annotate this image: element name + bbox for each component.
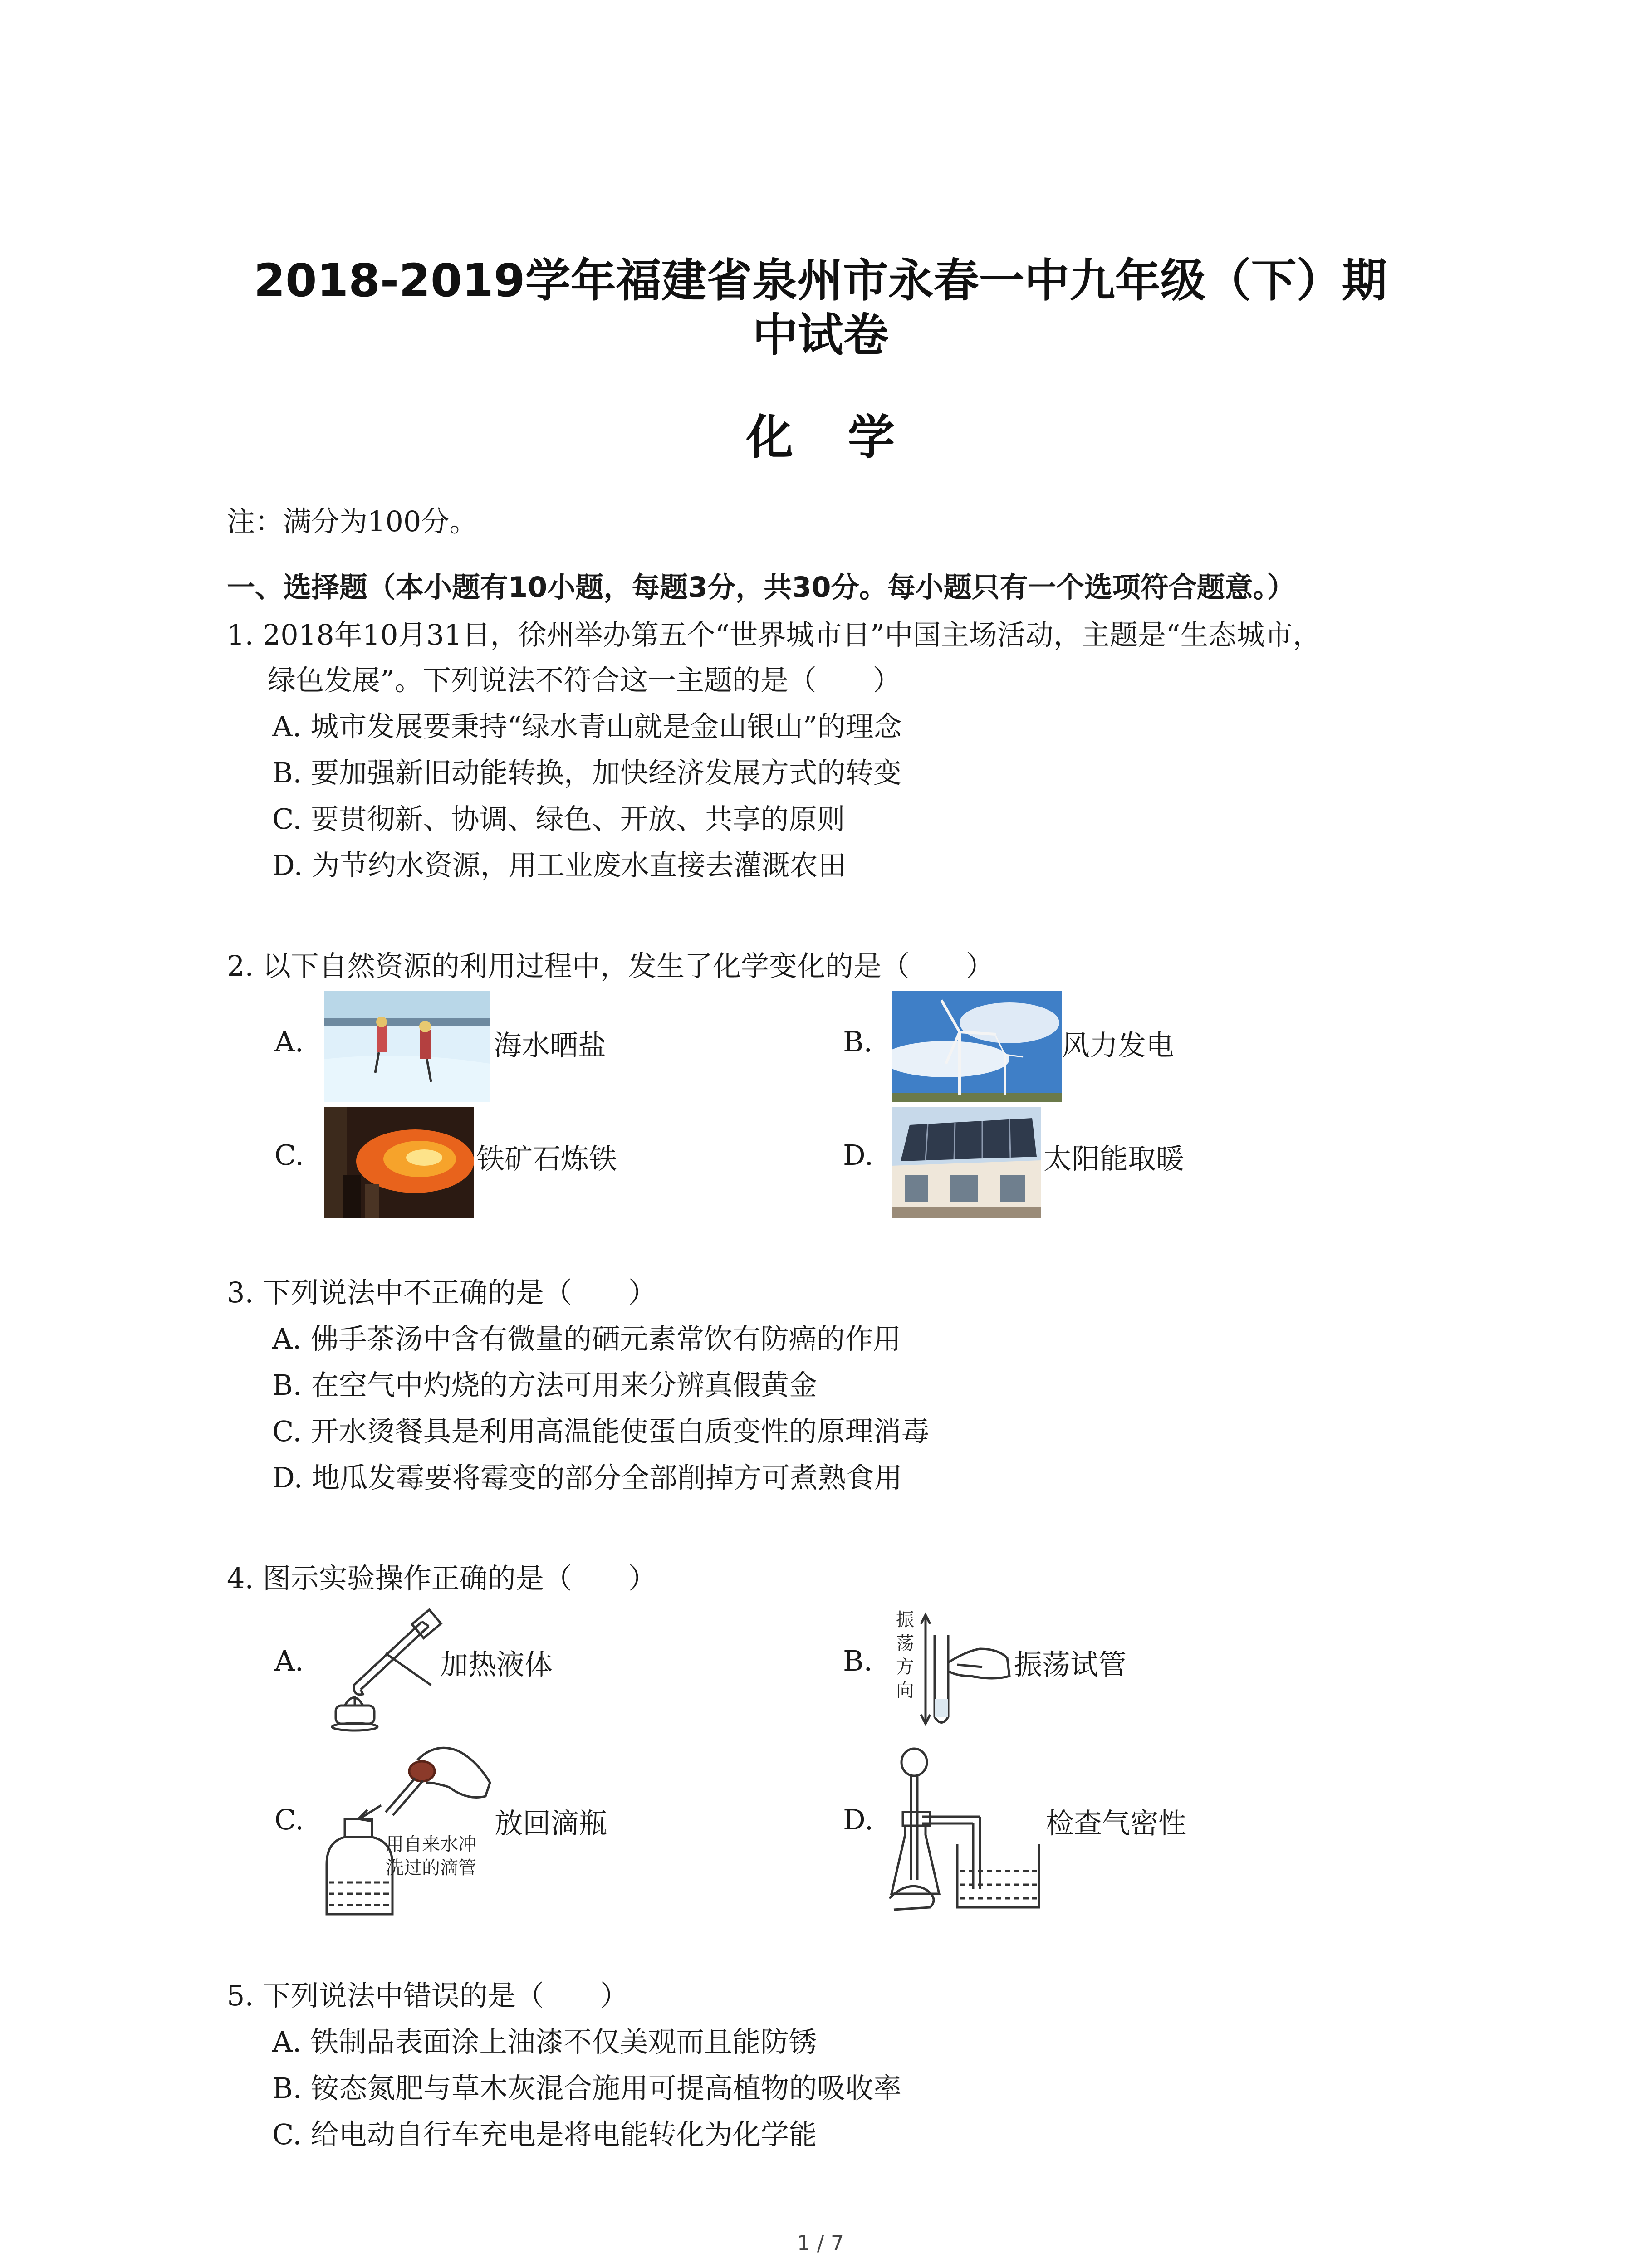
q4-stem: 4. 图示实验操作正确的是（ ）: [227, 1562, 656, 1595]
heating-liquid-diagram: [318, 1608, 445, 1735]
q4-option-d-letter: D.: [843, 1803, 874, 1836]
q3-option-d: D. 地瓜发霉要将霉变的部分全部削掉方可煮熟食用: [272, 1461, 902, 1494]
iron-smelting-photo: [324, 1107, 474, 1218]
q2-option-c-label: 铁矿石炼铁: [476, 1142, 617, 1175]
q4-option-a-letter: A.: [274, 1644, 304, 1677]
q2-stem: 2. 以下自然资源的利用过程中，发生了化学变化的是（ ）: [227, 949, 994, 982]
section-heading: 一、选择题（本小题有10小题，每题3分，共30分。每小题只有一个选项符合题意。）: [227, 571, 1295, 604]
q2-option-d-letter: D.: [843, 1139, 874, 1172]
q1-option-b: B. 要加强新旧动能转换，加快经济发展方式的转变: [272, 756, 901, 789]
q3-option-c: C. 开水烫餐具是利用高温能使蛋白质变性的原理消毒: [272, 1415, 930, 1448]
q4-option-b-label: 振荡试管: [1014, 1648, 1127, 1681]
q3-option-a: A. 佛手茶汤中含有微量的硒元素常饮有防癌的作用: [272, 1322, 901, 1355]
q4-option-b-letter: B.: [843, 1644, 873, 1677]
dropper-caption-line1: 用自来水冲: [386, 1834, 476, 1855]
q2-option-a-label: 海水晒盐: [494, 1029, 607, 1062]
q4-option-a-label: 加热液体: [440, 1648, 553, 1681]
q5-option-b: B. 铵态氮肥与草木灰混合施用可提高植物的吸收率: [272, 2072, 901, 2105]
shake-direction-char-2: 荡: [896, 1633, 914, 1654]
q4-option-c-label: 放回滴瓶: [495, 1807, 607, 1840]
salt-pan-photo: [324, 991, 490, 1102]
q2-option-b-letter: B.: [843, 1025, 873, 1058]
q1-option-a: A. 城市发展要秉持“绿水青山就是金山银山”的理念: [272, 710, 902, 743]
return-dropper-diagram: [318, 1733, 499, 1923]
q1-stem-line2: 绿色发展”。下列说法不符合这一主题的是（ ）: [268, 664, 901, 697]
q5-option-c: C. 给电动自行车充电是将电能转化为化学能: [272, 2118, 817, 2151]
q5-option-a: A. 铁制品表面涂上油漆不仅美观而且能防锈: [272, 2025, 817, 2058]
exam-title-line2: 中试卷: [752, 308, 889, 362]
q2-option-c-letter: C.: [274, 1139, 304, 1172]
shake-direction-char-1: 振: [896, 1609, 914, 1630]
shaking-tube-diagram: [889, 1608, 1012, 1737]
dropper-caption-line2: 洗过的滴管: [386, 1857, 476, 1878]
q1-stem-line1: 1. 2018年10月31日，徐州举办第五个“世界城市日”中国主场活动，主题是“生态城市，: [227, 618, 1321, 651]
shake-direction-char-3: 方: [896, 1657, 914, 1677]
q3-option-b: B. 在空气中灼烧的方法可用来分辨真假黄金: [272, 1369, 817, 1402]
q3-stem: 3. 下列说法中不正确的是（ ）: [227, 1276, 656, 1309]
wind-turbine-photo: [892, 991, 1062, 1102]
shake-direction-char-4: 向: [896, 1680, 914, 1701]
solar-heating-photo: [892, 1107, 1041, 1218]
page-number: 1 / 7: [797, 2231, 844, 2255]
q5-stem: 5. 下列说法中错误的是（ ）: [227, 1979, 628, 2012]
q4-option-d-label: 检查气密性: [1046, 1807, 1187, 1840]
subject-title: 化学: [746, 410, 950, 465]
q2-option-b-label: 风力发电: [1062, 1029, 1175, 1062]
score-note: 注：满分为100分。: [227, 505, 478, 538]
exam-title-line1: 2018-2019学年福建省泉州市永春一中九年级（下）期: [254, 254, 1387, 307]
q2-option-d-label: 太阳能取暖: [1043, 1142, 1185, 1175]
airtightness-check-diagram: [889, 1744, 1043, 1916]
q1-option-c: C. 要贯彻新、协调、绿色、开放、共享的原则: [272, 802, 845, 836]
q2-option-a-letter: A.: [274, 1025, 304, 1058]
q4-option-c-letter: C.: [274, 1803, 304, 1836]
q1-option-d: D. 为节约水资源，用工业废水直接去灌溉农田: [272, 849, 846, 882]
